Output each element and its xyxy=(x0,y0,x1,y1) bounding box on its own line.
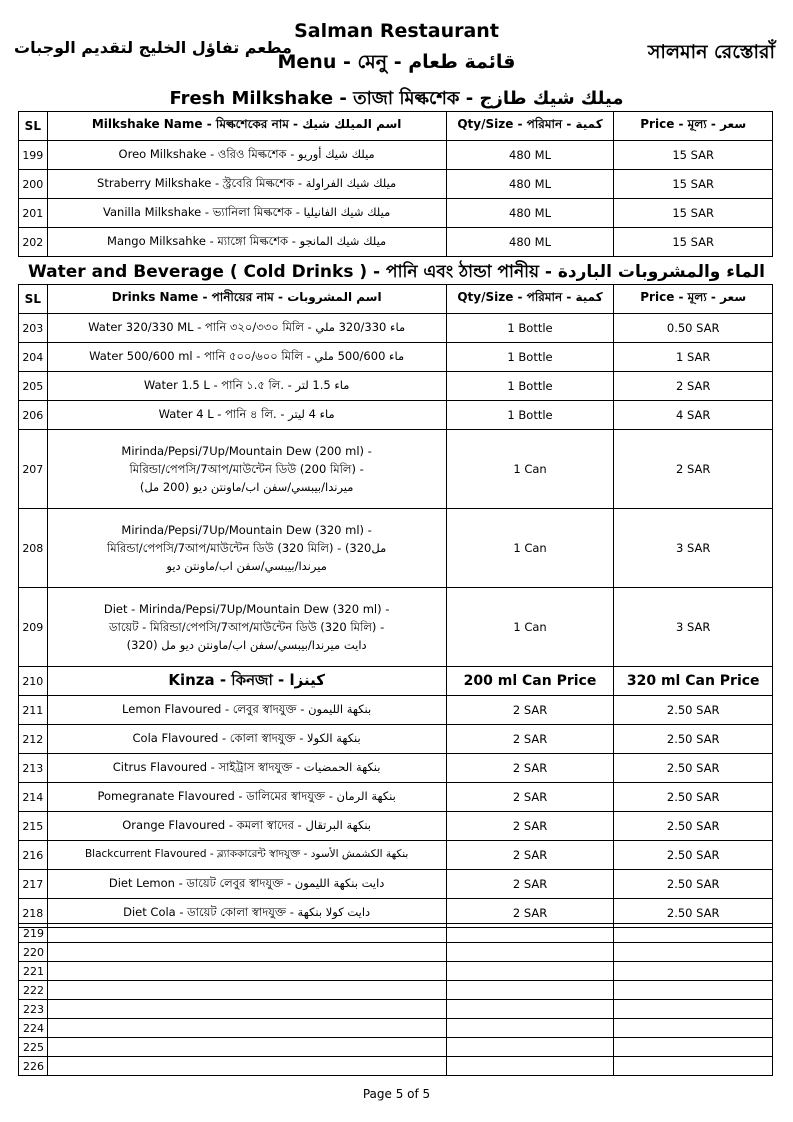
row-sl: 202 xyxy=(19,228,48,257)
empty-rows-table xyxy=(18,923,773,1076)
table-row xyxy=(19,314,773,343)
kinza-title: Kinza - কিনজা - كينزا xyxy=(47,667,446,696)
table-row xyxy=(19,199,773,228)
row-name xyxy=(47,588,446,667)
page-number: Page 5 of 5 xyxy=(362,1087,431,1101)
name-line-english: Diet - Mirinda/Pepsi/7Up/Mountain Dew (320 ml) - xyxy=(103,602,390,616)
table-row xyxy=(19,812,773,841)
beverage-section-title: Water and Beverage ( Cold Drinks ) - পানি এবং ঠান্ডা পানীয় - الماء والمشروبات الباردة xyxy=(28,262,765,282)
empty-row xyxy=(19,1057,773,1076)
row-price: 2 SAR xyxy=(614,430,773,509)
page-header xyxy=(0,0,793,82)
arabic-restaurant-name: مطعم تفاؤل الخليج لتقديم الوجبات xyxy=(14,38,292,57)
table-header-row xyxy=(19,285,773,314)
row-qty: 480 ML xyxy=(446,228,614,257)
row-sl: 218 xyxy=(19,899,48,928)
empty-row xyxy=(19,981,773,1000)
row-name xyxy=(47,430,446,509)
row-sl: 211 xyxy=(19,696,48,725)
row-sl: 201 xyxy=(19,199,48,228)
row-name: Water 500/600 ml - পানি ৫০০/৬০০ মিলি - ماء 500/600 ملي xyxy=(47,343,446,372)
row-sl: 216 xyxy=(19,841,48,870)
qty-header: Qty/Size - পরিমান - كمية xyxy=(446,285,614,314)
row-name: Vanilla Milkshake - ভ্যানিলা মিল্কশেক - ميلك شيك الفانيليا xyxy=(47,199,446,228)
row-qty: 1 Bottle xyxy=(446,314,614,343)
sl-header: SL xyxy=(19,112,48,141)
table-row xyxy=(19,841,773,870)
row-320ml-price: 2.50 SAR xyxy=(614,841,773,870)
row-price: 15 SAR xyxy=(614,228,773,257)
row-sl: 215 xyxy=(19,812,48,841)
row-name: Straberry Milkshake - স্ট্রবেরি মিল্কশেক - ميلك شيك الفراولة xyxy=(47,170,446,199)
row-price: 15 SAR xyxy=(614,141,773,170)
kinza-320ml-header: 320 ml Can Price xyxy=(614,667,773,696)
table-row xyxy=(19,430,773,509)
row-price: 0.50 SAR xyxy=(614,314,773,343)
row-name: Citrus Flavoured - সাইট্রাস স্বাদযুক্ত - بنكهة الحمضيات xyxy=(47,754,446,783)
row-sl: 225 xyxy=(19,1038,48,1057)
table-header-row xyxy=(19,112,773,141)
row-sl: 200 xyxy=(19,170,48,199)
row-sl: 204 xyxy=(19,343,48,372)
row-qty: 480 ML xyxy=(446,170,614,199)
name-line-english: Mirinda/Pepsi/7Up/Mountain Dew (320 ml) - xyxy=(121,523,372,537)
row-320ml-price: 2.50 SAR xyxy=(614,899,773,928)
name-line-bengali: ডায়েট - মিরিন্ডা/পেপসি/7আপ/মাউন্টেন ডিউ (320 মিলি) - xyxy=(109,620,385,634)
table-row xyxy=(19,170,773,199)
row-sl: 224 xyxy=(19,1019,48,1038)
row-name: Orange Flavoured - কমলা স্বাদের - بنكهة البرتقال xyxy=(47,812,446,841)
row-sl: 208 xyxy=(19,509,48,588)
row-320ml-price: 2.50 SAR xyxy=(614,870,773,899)
row-price: 15 SAR xyxy=(614,199,773,228)
row-name: Water 1.5 L - পানি ১.৫ লি. - ماء 1.5 لتر xyxy=(47,372,446,401)
row-qty: 1 Can xyxy=(446,588,614,667)
row-200ml-price: 2 SAR xyxy=(446,841,614,870)
row-320ml-price: 2.50 SAR xyxy=(614,696,773,725)
row-sl: 221 xyxy=(19,962,48,981)
menu-title: Menu - মেনু - قائمة طعام xyxy=(277,51,516,73)
row-320ml-price: 2.50 SAR xyxy=(614,783,773,812)
row-name: Diet Cola - ডায়েট কোলা স্বাদযুক্ত - دايت كولا بنكهة xyxy=(47,899,446,928)
row-qty: 1 Bottle xyxy=(446,343,614,372)
row-name: Blackcurrent Flavoured - ব্ল্যাককারেন্ট স্বাদযুক্ত - بنكهة الكشمش الأسود xyxy=(47,841,446,870)
name-line-arabic: دايت ميرندا/بيبسي/سفن اب/ماونتن ديو مل (320) xyxy=(126,638,367,652)
row-sl: 209 xyxy=(19,588,48,667)
row-sl: 203 xyxy=(19,314,48,343)
row-sl: 219 xyxy=(19,924,48,943)
row-qty: 480 ML xyxy=(446,141,614,170)
empty-row xyxy=(19,924,773,943)
table-row xyxy=(19,509,773,588)
name-header: Drinks Name - পানীয়ের নাম - اسم المشروبات xyxy=(47,285,446,314)
beverage-table xyxy=(18,284,773,928)
price-header: Price - মূল্য - سعر xyxy=(614,112,773,141)
row-200ml-price: 2 SAR xyxy=(446,899,614,928)
table-row xyxy=(19,725,773,754)
row-sl: 226 xyxy=(19,1057,48,1076)
row-320ml-price: 2.50 SAR xyxy=(614,812,773,841)
table-row xyxy=(19,696,773,725)
milkshake-table xyxy=(18,111,773,257)
row-sl: 223 xyxy=(19,1000,48,1019)
row-sl: 205 xyxy=(19,372,48,401)
row-price: 15 SAR xyxy=(614,170,773,199)
row-qty: 1 Bottle xyxy=(446,372,614,401)
empty-row xyxy=(19,1038,773,1057)
row-price: 3 SAR xyxy=(614,588,773,667)
row-sl: 206 xyxy=(19,401,48,430)
name-line-arabic: ميرندا/بيبسي/سفن اب/ماونتن ديو (200 مل) xyxy=(139,480,354,494)
row-sl: 222 xyxy=(19,981,48,1000)
table-row xyxy=(19,228,773,257)
row-name: Diet Lemon - ডায়েট লেবুর স্বাদযুক্ত - دايت بنكهة الليمون xyxy=(47,870,446,899)
table-row xyxy=(19,588,773,667)
row-200ml-price: 2 SAR xyxy=(446,696,614,725)
row-sl: 199 xyxy=(19,141,48,170)
row-name: Cola Flavoured - কোলা স্বাদযুক্ত - بنكهة الكولا xyxy=(47,725,446,754)
table-row xyxy=(19,372,773,401)
row-200ml-price: 2 SAR xyxy=(446,783,614,812)
row-qty: 1 Bottle xyxy=(446,401,614,430)
row-name: Lemon Flavoured - লেবুর স্বাদযুক্ত - بنكهة الليمون xyxy=(47,696,446,725)
row-sl: 212 xyxy=(19,725,48,754)
kinza-header-row xyxy=(19,667,773,696)
row-name xyxy=(47,509,446,588)
row-price: 2 SAR xyxy=(614,372,773,401)
kinza-200ml-header: 200 ml Can Price xyxy=(446,667,614,696)
milkshake-section-title: Fresh Milkshake - তাজা মিল্কশেক - ميلك شيك طازج xyxy=(169,88,624,109)
name-line-bengali: মিরিন্ডা/পেপসি/7আপ/মাউন্টেন ডিউ (200 মিলি) - xyxy=(129,462,364,476)
row-price: 3 SAR xyxy=(614,509,773,588)
row-200ml-price: 2 SAR xyxy=(446,754,614,783)
table-row xyxy=(19,870,773,899)
empty-row xyxy=(19,943,773,962)
table-row xyxy=(19,343,773,372)
row-name: Oreo Milkshake - ওরিও মিল্কশেক - ميلك شيك أوريو xyxy=(47,141,446,170)
row-sl: 220 xyxy=(19,943,48,962)
empty-row xyxy=(19,962,773,981)
empty-row xyxy=(19,1000,773,1019)
row-name: Mango Milksahke - ম্যাঙ্গো মিল্কশেক - ميلك شيك المانجو xyxy=(47,228,446,257)
price-header: Price - মূল্য - سعر xyxy=(614,285,773,314)
row-320ml-price: 2.50 SAR xyxy=(614,754,773,783)
row-name: Water 320/330 ML - পানি ৩২০/৩৩০ মিলি - ماء 320/330 ملي xyxy=(47,314,446,343)
row-sl: 210 xyxy=(19,667,48,696)
name-header: Milkshake Name - মিল্কশেকের নাম - اسم الميلك شيك xyxy=(47,112,446,141)
name-line-english: Mirinda/Pepsi/7Up/Mountain Dew (200 ml) - xyxy=(121,444,372,458)
row-200ml-price: 2 SAR xyxy=(446,812,614,841)
row-price: 1 SAR xyxy=(614,343,773,372)
name-line-arabic: ميرندا/بيبسي/سفن اب/ماونتن ديو xyxy=(166,559,327,573)
table-row xyxy=(19,401,773,430)
row-sl: 214 xyxy=(19,783,48,812)
row-qty: 1 Can xyxy=(446,430,614,509)
table-row xyxy=(19,754,773,783)
row-sl: 207 xyxy=(19,430,48,509)
empty-row xyxy=(19,1019,773,1038)
row-200ml-price: 2 SAR xyxy=(446,870,614,899)
row-200ml-price: 2 SAR xyxy=(446,725,614,754)
row-name: Pomegranate Flavoured - ডালিমের স্বাদযুক্ত - بنكهة الرمان xyxy=(47,783,446,812)
table-row xyxy=(19,141,773,170)
row-sl: 217 xyxy=(19,870,48,899)
row-qty: 1 Can xyxy=(446,509,614,588)
row-320ml-price: 2.50 SAR xyxy=(614,725,773,754)
row-name: Water 4 L - পানি ৪ লি. - ماء 4 ليتر xyxy=(47,401,446,430)
row-price: 4 SAR xyxy=(614,401,773,430)
row-sl: 213 xyxy=(19,754,48,783)
row-qty: 480 ML xyxy=(446,199,614,228)
qty-header: Qty/Size - পরিমান - كمية xyxy=(446,112,614,141)
restaurant-title: Salman Restaurant xyxy=(294,20,499,42)
table-row xyxy=(19,783,773,812)
sl-header: SL xyxy=(19,285,48,314)
name-line-bengali: মিরিন্ডা/পেপসি/7আপ/মাউন্টেন ডিউ (320 মিলি) - (320مل xyxy=(107,541,387,555)
bengali-restaurant-name: সালমান রেস্তোরাঁ xyxy=(647,41,775,63)
